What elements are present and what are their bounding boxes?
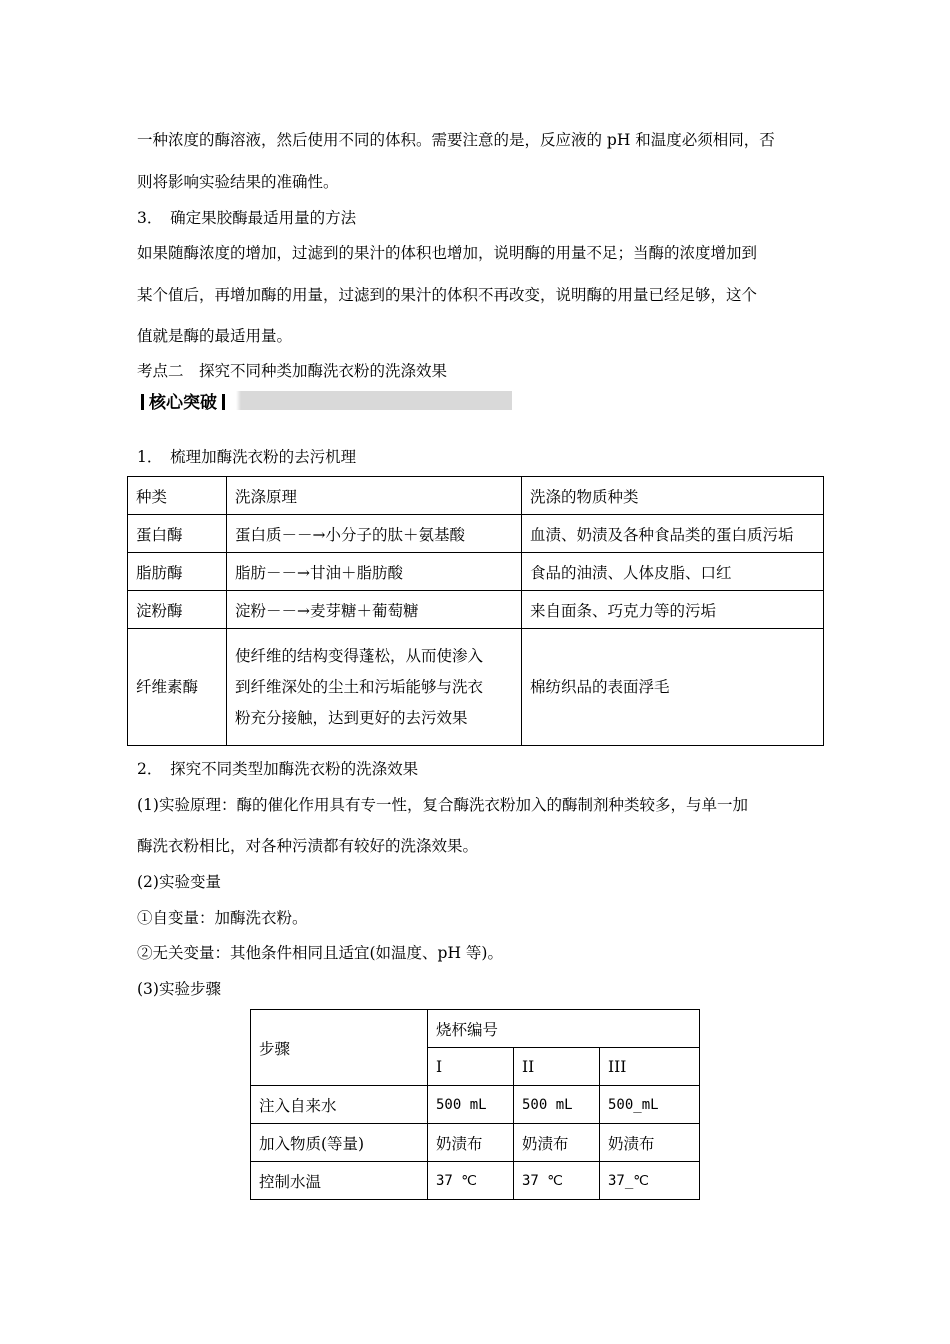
- table-row: [128, 553, 824, 591]
- table-row: [251, 1124, 700, 1162]
- table-cell: 蛋白质－－→小分子的肽＋氨基酸: [227, 515, 522, 553]
- table-cell: 脂肪－－→甘油＋脂肪酸: [227, 553, 522, 591]
- principle-line: 使纤维的结构变得蓬松，从而使渗入: [235, 646, 484, 665]
- paragraph-line: (3)实验步骤: [137, 980, 221, 998]
- table-cell: 加入物质(等量): [251, 1124, 428, 1162]
- core-breakthrough-banner: [136, 391, 512, 413]
- principle-line: 到纤维深处的尘土和污垢能够与洗衣: [235, 677, 484, 696]
- paragraph-line: ①自变量：加酶洗衣粉。: [137, 909, 308, 927]
- table-row: [251, 1086, 700, 1124]
- table-cell: 控制水温: [251, 1162, 428, 1200]
- table-header-cell: III: [600, 1048, 700, 1086]
- subheading-1: 1． 梳理加酶洗衣粉的去污机理: [137, 448, 357, 466]
- banner-bar-right: [222, 394, 225, 410]
- table-header-cell: 种类: [128, 477, 227, 515]
- table-row: [128, 629, 824, 746]
- table-header-cell: 烧杯编号: [428, 1010, 700, 1048]
- table-header-cell: 洗涤的物质种类: [522, 477, 824, 515]
- table-cell: 食品的油渍、人体皮脂、口红: [522, 553, 824, 591]
- table-row: [251, 1162, 700, 1200]
- table-cell: 来自面条、巧克力等的污垢: [522, 591, 824, 629]
- experiment-steps-table: [250, 1009, 700, 1200]
- table-cell: 奶渍布: [428, 1124, 514, 1162]
- table-cell-multiline: [227, 629, 522, 746]
- section-heading: 考点二 探究不同种类加酶洗衣粉的洗涤效果: [137, 362, 448, 380]
- table-cell: 37 ℃: [428, 1162, 514, 1200]
- paragraph-line: 某个值后，再增加酶的用量，过滤到的果汁的体积不再改变，说明酶的用量已经足够，这个: [137, 286, 758, 304]
- table-header-row: [128, 477, 824, 515]
- paragraph-line: 则将影响实验结果的准确性。: [137, 173, 339, 191]
- paragraph-line: 一种浓度的酶溶液，然后使用不同的体积。需要注意的是，反应液的 pH 和温度必须相同，否: [137, 131, 775, 149]
- table-header-cell: I: [428, 1048, 514, 1086]
- banner-bar-left: [141, 394, 144, 410]
- table-cell: 血渍、奶渍及各种食品类的蛋白质污垢: [522, 515, 824, 553]
- table-cell: 注入自来水: [251, 1086, 428, 1124]
- table-cell: 37_℃: [600, 1162, 700, 1200]
- paragraph-line: 值就是酶的最适用量。: [137, 327, 293, 345]
- table-header-cell: 洗涤原理: [227, 477, 522, 515]
- table-row: [128, 591, 824, 629]
- table-cell: 蛋白酶: [128, 515, 227, 553]
- table-cell: 纤维素酶: [128, 629, 227, 746]
- table-cell: 淀粉－－→麦芽糖＋葡萄糖: [227, 591, 522, 629]
- table-cell: 脂肪酶: [128, 553, 227, 591]
- paragraph-line: ②无关变量：其他条件相同且适宜(如温度、pH 等)。: [137, 944, 503, 962]
- table-header-cell: II: [514, 1048, 600, 1086]
- paragraph-line: (2)实验变量: [137, 873, 221, 891]
- table-cell: 500_mL: [600, 1086, 700, 1124]
- table-cell: 淀粉酶: [128, 591, 227, 629]
- banner-title: 核心突破: [149, 393, 217, 413]
- paragraph-line: 如果随酶浓度的增加，过滤到的果汁的体积也增加，说明酶的用量不足；当酶的浓度增加到: [137, 244, 758, 262]
- table-cell: 37 ℃: [514, 1162, 600, 1200]
- table-cell: 500 mL: [428, 1086, 514, 1124]
- table-row: [128, 515, 824, 553]
- table-cell: 棉纺织品的表面浮毛: [522, 629, 824, 746]
- table-cell: 奶渍布: [514, 1124, 600, 1162]
- paragraph-line: (1)实验原理：酶的催化作用具有专一性，复合酶洗衣粉加入的酶制剂种类较多，与单一加: [137, 796, 748, 814]
- paragraph-line: 酶洗衣粉相比，对各种污渍都有较好的洗涤效果。: [137, 837, 479, 855]
- table-header-cell: 步骤: [251, 1010, 428, 1086]
- subheading-3: 3． 确定果胶酶最适用量的方法: [137, 209, 357, 227]
- principle-line: 粉充分接触，达到更好的去污效果: [235, 708, 468, 727]
- enzyme-mechanism-table: [127, 476, 824, 746]
- table-cell: 500 mL: [514, 1086, 600, 1124]
- table-header-row: [251, 1010, 700, 1048]
- subheading-2: 2． 探究不同类型加酶洗衣粉的洗涤效果: [137, 760, 419, 778]
- table-cell: 奶渍布: [600, 1124, 700, 1162]
